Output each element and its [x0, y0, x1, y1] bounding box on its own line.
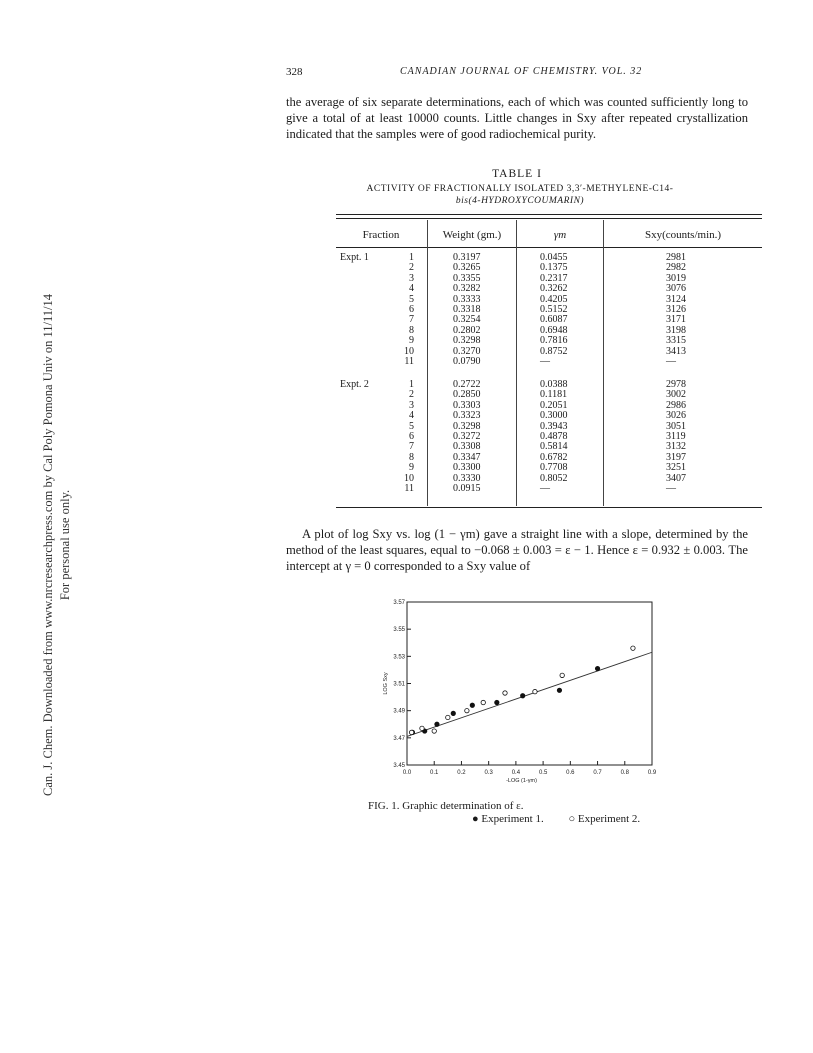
table-cell-fraction: 4	[409, 410, 414, 422]
expt2-label: Expt. 2	[340, 379, 369, 390]
data-point-expt2	[503, 691, 507, 695]
y-tick-label: 3.55	[393, 627, 405, 634]
x-tick-label: 0.7	[593, 770, 602, 776]
data-point-expt2	[432, 729, 436, 733]
table-cell-gamma: —	[540, 482, 550, 494]
table-cell-weight: 0.3254	[453, 314, 481, 326]
figure-1	[380, 598, 680, 793]
page-number: 328	[286, 66, 303, 78]
table-cell-fraction: 8	[409, 451, 414, 463]
x-tick-label: 0.1	[430, 770, 439, 776]
table-cell-weight: 0.3197	[453, 252, 481, 263]
x-tick-label: 0.8	[620, 770, 629, 776]
table-cell-gamma: 0.2051	[540, 399, 568, 411]
y-tick-label: 3.47	[393, 735, 405, 742]
y-tick-label: 3.49	[393, 708, 405, 715]
table-cell-sxy: 3132	[666, 441, 686, 453]
table-label: TABLE I	[492, 168, 542, 180]
table-cell-sxy: 3315	[666, 335, 686, 347]
table-cell-weight: 0.3355	[453, 272, 481, 284]
table-cell-weight: 0.3300	[453, 462, 481, 474]
table-cell-weight: 0.2722	[453, 379, 481, 390]
table-cell-gamma: 0.3943	[540, 420, 568, 432]
expt1-label: Expt. 1	[340, 252, 369, 263]
table-cell-fraction: 10	[404, 345, 414, 357]
table-cell-gamma: 0.3262	[540, 283, 568, 295]
table-cell-sxy: —	[666, 355, 676, 367]
figure-caption: FIG. 1. Graphic determination of ε.	[368, 800, 524, 812]
table-top-rule-2	[336, 218, 762, 219]
data-point-expt1	[595, 666, 599, 670]
y-tick-label: 3.51	[393, 681, 405, 688]
table-cell-fraction: 5	[409, 293, 414, 305]
table-cell-sxy: 3251	[666, 462, 686, 474]
table-cell-sxy: 2978	[666, 379, 686, 390]
table-cell-weight: 0.3265	[453, 262, 481, 274]
data-point-expt1	[495, 700, 499, 704]
table-cell-fraction: 2	[409, 262, 414, 274]
table-cell-fraction: 6	[409, 303, 414, 315]
x-tick-label: 0.5	[538, 770, 548, 776]
table-cell-weight: 0.3298	[453, 335, 481, 347]
data-point-expt2	[533, 689, 537, 693]
table-cell-weight: 0.3282	[453, 283, 481, 295]
expt2-gamma	[540, 380, 568, 494]
paragraph-1: the average of six separate determinations, each of which was counted sufficiently long to give a total of at least 10000 counts. Little changes in Sxy after repeated crystallization indicated that the samples were of good radiochemical purity.	[286, 95, 748, 141]
x-tick-label: 0.0	[402, 770, 412, 776]
header-fraction: Fraction	[362, 229, 400, 241]
scatter-chart	[380, 598, 680, 788]
table-cell-weight: 0.0915	[453, 482, 481, 494]
table-cell-fraction: 10	[404, 472, 414, 484]
y-axis-label: LOG Sxy	[383, 672, 389, 695]
table-cell-sxy: 3026	[666, 410, 686, 422]
table-cell-sxy: 3171	[666, 314, 686, 326]
table-cell-weight: 0.3323	[453, 410, 481, 422]
table-cell-sxy: 2981	[666, 252, 686, 263]
header-sxy: Sxy(counts/min.)	[644, 229, 722, 241]
table-cell-gamma: 0.1181	[540, 389, 568, 401]
table-cell-sxy: 3413	[666, 345, 686, 357]
header-gamma: γm	[553, 229, 567, 241]
table-cell-sxy: 3197	[666, 451, 686, 463]
data-point-expt2	[446, 715, 450, 719]
fit-line	[407, 652, 652, 736]
data-point-expt2	[420, 726, 424, 730]
table-cell-sxy: 3126	[666, 303, 686, 315]
table-caption-line-2: bis(4-HYDROXYCOUMARIN)	[455, 196, 585, 206]
y-tick-label: 3.57	[393, 600, 405, 606]
expt2-sxy	[666, 380, 686, 494]
x-tick-label: 0.3	[484, 770, 493, 776]
expt1-fractions	[392, 253, 414, 367]
table-cell-fraction: 1	[409, 252, 414, 263]
x-tick-label: 0.9	[647, 770, 657, 776]
table-cell-fraction: 7	[409, 314, 414, 326]
legend-experiment-1: ● Experiment 1.	[472, 813, 544, 825]
table-cell-weight: 0.3318	[453, 303, 481, 315]
table-cell-sxy: —	[666, 482, 676, 494]
table-bottom-rule	[336, 507, 762, 508]
paragraph-2: A plot of log Sxy vs. log (1 − γm) gave a straight line with a slope, determined by the method of the least squares, equal to −0.068 ± 0.003 = ε − 1. Hence ε = 0.932 ± 0.003. The intercept at γ = 0 corresponded to a Sxy value of	[286, 527, 748, 573]
table-caption	[330, 183, 710, 207]
table-cell-gamma: 0.5152	[540, 303, 568, 315]
y-tick-label: 3.45	[393, 763, 405, 769]
table-caption-line-1: ACTIVITY OF FRACTIONALLY ISOLATED 3,3′-METHYLENE-C14-	[366, 184, 674, 194]
table-cell-fraction: 6	[409, 430, 414, 442]
x-axis-label: -LOG (1-γm)	[506, 778, 537, 784]
table-cell-sxy: 2986	[666, 399, 686, 411]
data-point-expt2	[409, 730, 413, 734]
data-point-expt2	[481, 700, 485, 704]
table-cell-weight: 0.3347	[453, 451, 481, 463]
table-cell-fraction: 7	[409, 441, 414, 453]
table-cell-weight: 0.3330	[453, 472, 481, 484]
table-cell-weight: 0.0790	[453, 355, 481, 367]
x-tick-label: 0.4	[511, 770, 521, 776]
table-cell-fraction: 1	[409, 379, 414, 390]
table-cell-weight: 0.2802	[453, 324, 481, 336]
running-title: CANADIAN JOURNAL OF CHEMISTRY. VOL. 32	[400, 66, 643, 77]
table-cell-fraction: 11	[404, 482, 414, 494]
table-cell-gamma: 0.7816	[540, 335, 568, 347]
table-cell-gamma: 0.2317	[540, 272, 568, 284]
table-cell-gamma: 0.1375	[540, 262, 568, 274]
data-point-expt2	[560, 673, 564, 677]
table-cell-gamma: 0.7708	[540, 462, 568, 474]
table-cell-gamma: 0.6087	[540, 314, 568, 326]
data-point-expt2	[631, 646, 635, 650]
table-cell-gamma: 0.4205	[540, 293, 568, 305]
data-point-expt1	[451, 711, 455, 715]
x-tick-label: 0.2	[457, 770, 466, 776]
table-cell-weight: 0.3303	[453, 399, 481, 411]
table-header-rule	[336, 247, 762, 248]
table-cell-weight: 0.3298	[453, 420, 481, 432]
table-cell-gamma: 0.5814	[540, 441, 568, 453]
table-cell-gamma: 0.8052	[540, 472, 568, 484]
table-cell-sxy: 3051	[666, 420, 686, 432]
table-cell-sxy: 3119	[666, 430, 686, 442]
table-cell-weight: 0.2850	[453, 389, 481, 401]
table-cell-gamma: 0.0455	[540, 252, 568, 263]
table-cell-fraction: 9	[409, 462, 414, 474]
data-point-expt1	[557, 688, 561, 692]
expt1-sxy	[666, 253, 686, 367]
data-point-expt1	[470, 703, 474, 707]
table-cell-sxy: 3002	[666, 389, 686, 401]
table-cell-fraction: 3	[409, 272, 414, 284]
expt1-gamma	[540, 253, 568, 367]
table-cell-fraction: 4	[409, 283, 414, 295]
table-cell-gamma: 0.6782	[540, 451, 568, 463]
table-cell-sxy: 2982	[666, 262, 686, 274]
table-cell-sxy: 3198	[666, 324, 686, 336]
expt1-weights	[453, 253, 481, 367]
data-point-expt1	[435, 722, 439, 726]
table-cell-weight: 0.3272	[453, 430, 481, 442]
y-tick-label: 3.53	[393, 654, 405, 661]
download-watermark	[40, 115, 80, 975]
table-cell-gamma: 0.3000	[540, 410, 568, 422]
table-top-rule	[336, 214, 762, 215]
table-cell-fraction: 8	[409, 324, 414, 336]
table-cell-sxy: 3407	[666, 472, 686, 484]
table-cell-gamma: 0.0388	[540, 379, 568, 390]
table-cell-fraction: 2	[409, 389, 414, 401]
watermark-line-1: Can. J. Chem. Downloaded from www.nrcresearchpress.com by Cal Poly Pomona Univ on 11/11/14	[41, 294, 55, 797]
expt2-weights	[453, 380, 481, 494]
table-vline-2	[516, 220, 517, 506]
table-cell-weight: 0.3270	[453, 345, 481, 357]
table-cell-gamma: 0.4878	[540, 430, 568, 442]
table-cell-weight: 0.3308	[453, 441, 481, 453]
table-cell-fraction: 9	[409, 335, 414, 347]
expt2-fractions	[392, 380, 414, 494]
x-tick-label: 0.6	[566, 770, 575, 776]
plot-frame	[407, 602, 652, 765]
data-point-expt1	[520, 694, 524, 698]
table-cell-gamma: 0.6948	[540, 324, 568, 336]
table-cell-sxy: 3124	[666, 293, 686, 305]
data-point-expt2	[465, 708, 469, 712]
table-cell-weight: 0.3333	[453, 293, 481, 305]
table-cell-gamma: 0.8752	[540, 345, 568, 357]
figure-legend	[472, 813, 662, 825]
table-cell-fraction: 11	[404, 355, 414, 367]
table-cell-fraction: 5	[409, 420, 414, 432]
table-cell-sxy: 3019	[666, 272, 686, 284]
table-vline-3	[603, 220, 604, 506]
watermark-line-2: For personal use only.	[58, 489, 72, 601]
table-cell-gamma: —	[540, 355, 550, 367]
table-vline-1	[427, 220, 428, 506]
table-cell-sxy: 3076	[666, 283, 686, 295]
header-weight: Weight (gm.)	[442, 229, 502, 241]
legend-experiment-2: ○ Experiment 2.	[568, 813, 641, 825]
table-cell-fraction: 3	[409, 399, 414, 411]
